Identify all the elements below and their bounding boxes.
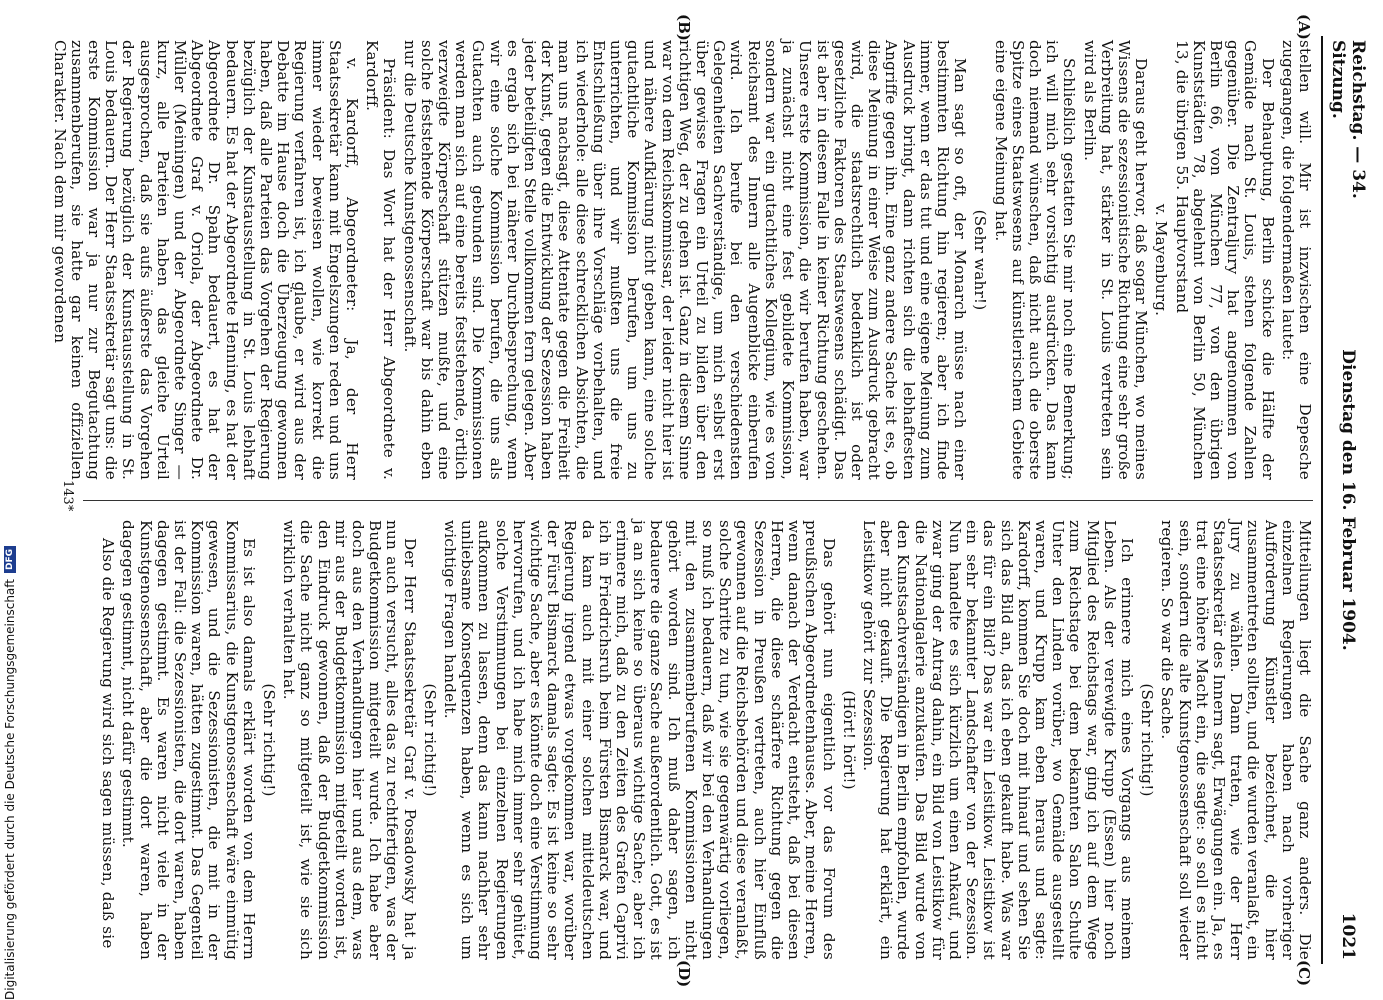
interjection: (Sehr richtig!) (1138, 683, 1157, 797)
paragraph: Daraus geht hervor, daß sogar München, wo meines Wissens die sezessionistische Richtung eine sehr große Verbreitung hat, stärker in St. Louis vertreten sein wird als Berlin. (1080, 40, 1151, 480)
column-divider (83, 500, 1313, 501)
interjection: (Hört! hört!) (839, 690, 858, 790)
signature-mark: 143* (60, 480, 75, 512)
paragraph: Ich erinnere mich eines Vorgangs aus meinem Leben. Als der verewigte Krupp (Essen) hier noch Mitglied des Reichstags war, ging ich auf dem Wege zum Reichstage bei dem bekannten Salon Schulte Unter den Linden vorüber, wo Gemälde ausgestellt waren, und Krupp kam eben heraus und sagte: Kardorff, kommen Sie doch mit hinauf und sehen Sie sich das Bild an, das ich eben gekauft habe. Was war das für ein Bild? Das war ein Leistikow. Leistikow ist ein sehr bekannter Landschafter von der Sezession. Nun handelte es sich kürzlich um einen Ankauf, und zwar ging der Antrag dahin, ein Bild von Leistikow für die Nationalgalerie anzukaufen. Das Bild wurde von den Kunstsachverständigen in Berlin empfohlen, wurde aber nicht gekauft. Die Regierung hat erklärt, ein Leistikow gehört zur Sezession. (859, 520, 1136, 960)
margin-marker-b: (B) (675, 14, 693, 41)
paragraph: Der Behauptung, Berlin schicke die Hälfte der Gemälde nach St. Louis, stehen folgende Zahlen gegenüber. Die Zentraljury hat angenommen von Berlin 66, von München 77, von den übrigen Kunststädten 78, abgelehnt von Berlin 50, München 13, die übrigen 55. Hauptvorstand (1172, 40, 1277, 480)
paragraph: Präsident: Das Wort hat der Herr Abgeordnete v. Kardorff. (363, 40, 399, 480)
interjection: (Sehr richtig!) (260, 683, 279, 797)
dfg-logo-icon: DFG (4, 546, 16, 573)
paragraph: v. Kardorff, Abgeordneter: Ja, der Herr Staatssekretär kann mit Engelszungen reden und uns immer wieder beweisen wollen, wie korrekt die Regierung verfahren ist, ich glaube, er wird aus der Debatte im Hause doch die Überzeugung gewonnen haben, daß alle Parteien das Vorgehen der Regierung bezüglich der Kunstausstellung in St. Louis lebhaft bedauern. Es hat der Abgeordnete Henning, es hat der Abgeordnete Dr. Spahn bedauert, es hat der Abgeordnete Graf v. Oriola, der Abgeordnete Dr. Müller (Meiningen) und der Abgeordnete Singer — kurz, alle Parteien haben das gleiche Urteil ausgesprochen, daß sie aufs äußerste das Vorgehen der Regierung bezüglich der Kunstausstellung in St. Louis bedauern. Der Herr Staatssekretär sagt uns: die erste Kommission war ja nur zur Begutachtung zusammenberufen, sie hatte gar keinen offiziellen Charakter. Nach dem mir gewordenen (50, 40, 362, 480)
header-session: Reichstag. — 34. Sitzung. (1328, 40, 1368, 199)
margin-marker-a: (A) (1295, 14, 1313, 40)
paragraph: Der Herr Staatssekretär Graf v. Posadowsky hat ja nun auch versucht, alles das zu rechtfertigen, was der Budgetkommission mitgeteilt wurde. Ich habe aber doch aus den Verhandlungen hier und aus dem, was mir aus der Budgetkommission mitgeteilt worden ist, den Eindruck gewonnen, daß der Budgetkommission die Sache nicht ganz so mitgeteilt ist, wie sie sich wirklich verhalten hat. (280, 520, 419, 960)
paragraph: Schließlich gestatten Sie mir noch eine Bemerkung; ich will mich sehr vorsichtig ausdrücken. Das kann doch niemand wünschen, daß nicht auch die oberste Spitze eines Staatswesens auf künstlerischem Gebiete eine eigene Meinung hat. (991, 40, 1079, 480)
paragraph: Man sagt so oft, der Monarch müsse nach einer bestimmten Richtung hin regieren; aber ich finde immer, wenn er das tut und eine eigene Meinung zum Ausdruck bringt, dann richten sich die lebhaftesten Angriffe gegen ihn. Eine ganz andere Sache ist es, ob diese Meinung in einer Weise zum Ausdruck gebracht wird, die staatsrechtlich bedenklich ist oder gesetzliche Faktoren des Staatswesens schädigt. Das ist aber in diesem Falle in keiner Richtung geschehen. Unsere erste Kommission, die wir berufen haben, war ja zunächst nicht eine fest gebildete Kommission, sondern war ein gutachtliches Kollegium, wie es von Reichsamt des Innern alle Augenblicke einberufen wird. Ich berufe bei den verschiedensten Gelegenheiten Sachverständige, um mich selbst erst über gewisse Fragen ein Urteil zu bilden über den richtigen Weg, der zu gehen ist. Ganz in diesem Sinne war von dem Reichskommissar, der leider nicht hier ist und nähere Aufklärung nicht geben kann, eine solche gutachtliche Kommission berufen, um uns zu unterrichten, und wir mußten uns die freie Entschließung über ihre Vorschläge vorbehalten, und ich wiederhole: alle diese schrecklichen Absichten, die man uns nachsagt, diese Attentate gegen die Freiheit der Kunst, gegen die Entwicklung der Sezession haben jeder beteiligten Stelle vollkommen fern gelegen. Aber es ergab sich bei näherer Durchbesprechung, wenn wir eine solche Kommission berufen, die uns als Gutachten auch gebunden sind. Die Kommissionen werden man sich auf eine bereits feststehende, örtlich verzweigte Körperschaft stützen mußte, und eine solche feststehende Körperschaft war bis dahin eben nur die Deutsche Kunstgenossenschaft. (400, 40, 970, 480)
paragraph: Es ist also damals erklärt worden von dem Herrn Kommissarius, die Kunstgenossenschaft wäre einmütig gewesen, und die Sezessionisten, die mit in der Kommission waren, hätten zugestimmt. Das Gegenteil ist der Fall: die Sezessionisten, die dort waren, haben dagegen gestimmt. Es waren nicht viele in der Kunstgenossenschaft, aber die dort waren, haben dagegen gestimmt, nicht dafür gestimmt. (119, 520, 258, 960)
paragraph: stellen will. Mir ist inzwischen eine Depesche zugegangen, die folgendermaßen lautet: (1278, 40, 1314, 480)
page-header (1328, 40, 1368, 960)
signature: v. Mayenburg. (1152, 203, 1171, 317)
paragraph: Das gehört nun eigentlich vor das Forum des preußischen Abgeordnetenhauses. Aber, meine Herren, wenn danach der Verdacht entsteht, daß bei diesen Herren, die diese schärfere Richtung gegen die Sezession in Preußen vertreten, auch hier Einfluß gewonnen auf die Reichsbehörden und diese veranlaßt, solche Schritte zu tun, wie sie gegenwärtig vorliegen, so muß ich bedauern, daß wir bei den Verhandlungen mit den zusammenberufenen Kommissionen nicht gehört worden sind. Ich muß daher sagen, ich bedauere die ganze Sache außerordentlich. Gott, es ist ja an sich keine so überaus wichtige Sache; aber ich erinnere mich, daß zu den Zeiten des Grafen Caprivi ich in Friedrichsruh beim Fürsten Bismarck war, und da kam auch mit einer solchen mitteldeutschen Regierung irgend etwas vorgekommen war, worüber der Fürst Bismarck damals sagte: Es ist keine so sehr wichtige Sache, aber es könnte doch eine Verstimmung hervorrufen, und ich habe mich immer sehr gehütet, solche Verstimmungen bei einzelnen Regierungen aufkommen zu lassen, denn das kann nachher sehr unliebsame Konsequenzen haben, wenn es sich um wichtige Fragen handelt. (441, 520, 838, 960)
header-date: Dienstag den 16. Februar 1904. (1338, 349, 1358, 651)
paragraph: Mitteilungen liegt die Sache ganz anders. Die einzelnen Regierungen haben nach vorheriger Aufforderung Künstler bezeichnet, die hier zusammentreten sollten, und die wurden veranlaßt, ein Jury zu wählen. Dann traten, wie der Herr Staatssekretär des Innern sagt, Erwägungen ein. Ja, es trat eine höhere Macht ein, die sagte: so soll es nicht sein, sondern die alte Kunstgenossenschaft soll wieder regieren. So war die Sache. (1158, 520, 1314, 960)
interjection: (Sehr richtig!) (420, 683, 439, 797)
margin-marker-d: (D) (675, 960, 693, 988)
header-rule (1321, 36, 1323, 964)
credit-text: Digitalisierung gefördert durch die Deutsche Forschungsgemeinschaft (3, 578, 17, 1000)
paragraph: Also die Regierung wird sich sagen müssen, daß sie (99, 538, 118, 949)
side-credit (0, 0, 20, 1000)
interjection: (Sehr wahr!) (971, 209, 990, 311)
left-column (50, 40, 1314, 480)
page-number: 1021 (1338, 912, 1358, 960)
right-column (83, 520, 1313, 960)
margin-marker-c: (C) (1295, 960, 1313, 987)
